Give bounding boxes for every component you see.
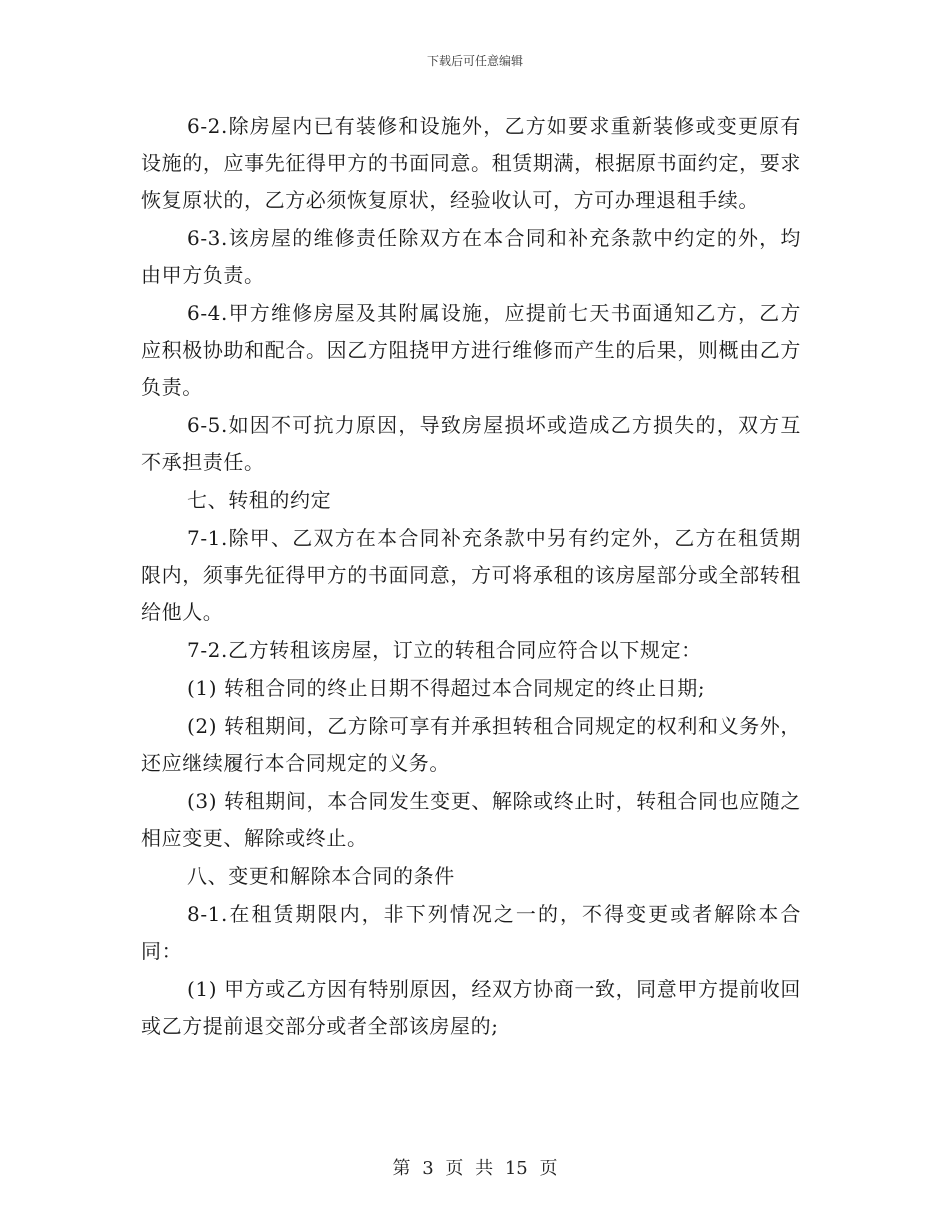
section-heading-8: 八、变更和解除本合同的条件 — [187, 864, 455, 888]
document-body — [141, 108, 801, 1045]
paragraph-6-2: 6-2.除房屋内已有装修和设施外，乙方如要求重新装修或变更原有设施的，应事先征得甲方的书面同意。租赁期满，根据原书面约定，要求恢复原状的，乙方必须恢复原状，经验收认可，方可办理退租手续。 — [141, 114, 801, 212]
paragraph-7-2: 7-2.乙方转租该房屋，订立的转租合同应符合以下规定： — [187, 638, 702, 662]
page-number: 第 3 页 共 15 页 — [392, 1158, 558, 1179]
list-item-7-2-3: (3) 转租期间，本合同发生变更、解除或终止时，转租合同也应随之相应变更、解除或终止。 — [141, 789, 801, 850]
page-header: 下载后可任意编辑 — [426, 54, 523, 68]
paragraph-6-5: 6-5.如因不可抗力原因，导致房屋损坏或造成乙方损失的，双方互不承担责任。 — [141, 413, 801, 474]
paragraph-6-4: 6-4.甲方维修房屋及其附属设施，应提前七天书面通知乙方，乙方应积极协助和配合。因乙方阻挠甲方进行维修而产生的后果，则概由乙方负责。 — [141, 301, 801, 399]
paragraph-6-3: 6-3.该房屋的维修责任除双方在本合同和补充条款中约定的外，均由甲方负责。 — [141, 226, 801, 287]
list-item-7-2-1: (1) 转租合同的终止日期不得超过本合同规定的终止日期; — [187, 676, 706, 700]
list-item-8-1-1: (1) 甲方或乙方因有特别原因，经双方协商一致，同意甲方提前收回或乙方提前退交部分或者全部该房屋的; — [141, 977, 801, 1038]
paragraph-8-1: 8-1.在租赁期限内，非下列情况之一的，不得变更或者解除本合同： — [141, 902, 801, 963]
section-heading-7: 七、转租的约定 — [187, 488, 332, 512]
paragraph-7-1: 7-1.除甲、乙双方在本合同补充条款中另有约定外，乙方在租赁期限内，须事先征得甲方的书面同意，方可将承租的该房屋部分或全部转租给他人。 — [141, 526, 801, 624]
list-item-7-2-2: (2) 转租期间，乙方除可享有并承担转租合同规定的权利和义务外，还应继续履行本合同规定的义务。 — [141, 714, 801, 775]
